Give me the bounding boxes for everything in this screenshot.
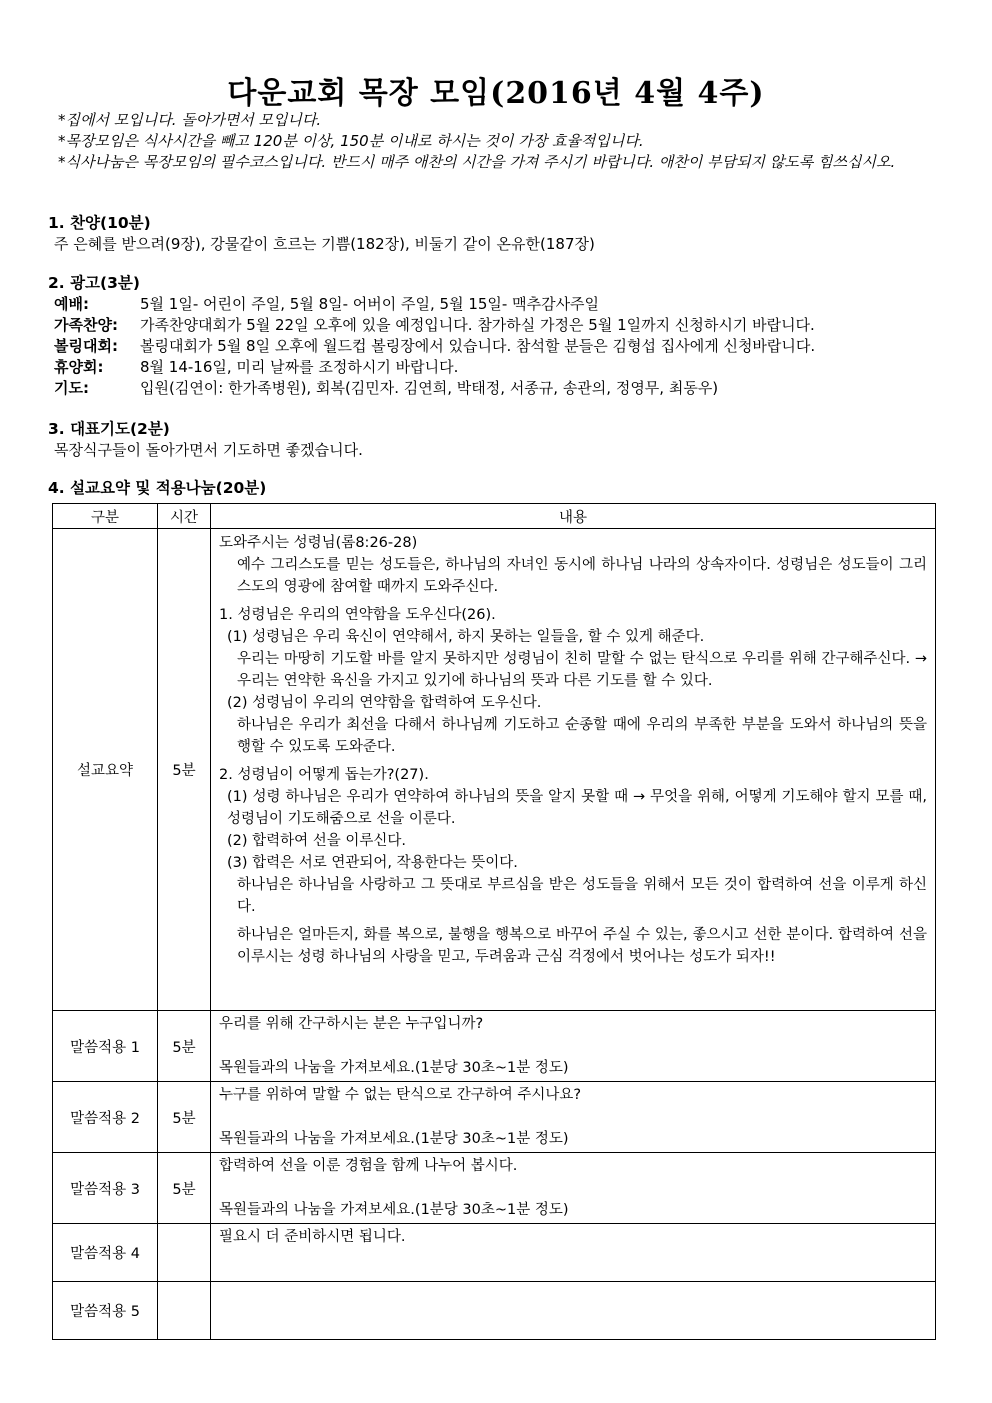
row-time: 5분 [158, 1011, 211, 1082]
table-row [53, 1153, 936, 1224]
table-row [53, 1011, 936, 1082]
announcement-text: 볼링대회가 5월 8일 오후에 월드컵 볼링장에서 있습니다. 참석할 분들은 김형섭 집사에게 신청바랍니다. [140, 337, 816, 355]
note-line: *목장모임은 식사시간을 빼고 120분 이상, 150분 이내로 하시는 것이 가장 효율적입니다. [58, 132, 644, 150]
sermon-content [211, 529, 936, 1011]
sermon-subpoint: (2) 성령님이 우리의 연약함을 합력하여 도우신다. [227, 695, 542, 711]
announcement-item [48, 357, 815, 378]
announcement-key: 가족찬양: [54, 316, 118, 334]
table-row [53, 1282, 936, 1340]
section-text: 주 은혜를 받으려(9장), 강물같이 흐르는 기쁨(182장), 비둘기 같이 온유한(187장) [54, 235, 595, 253]
application-guide: 목원들과의 나눔을 가져보세요.(1분당 30초~1분 정도) [219, 1060, 569, 1076]
announcement-item [48, 315, 815, 336]
row-label: 말씀적용 2 [53, 1082, 158, 1153]
table-row [53, 1224, 936, 1282]
header-time: 시간 [158, 504, 211, 529]
announcement-text: 8월 14-16일, 미리 날짜를 조정하시기 바랍니다. [140, 358, 459, 376]
sermon-title: 도와주시는 성령님(롬8:26-28) [219, 535, 418, 551]
sermon-body: 우리는 마땅히 기도할 바를 알지 못하지만 성령님이 친히 말할 수 없는 탄식으로 우리를 위해 간구해주신다. → 우리는 연약한 육신을 가지고 있기에 하나님의 뜻과 다른 기도를 할 수 있다. [237, 651, 927, 689]
sermon-body: 하나님은 하나님을 사랑하고 그 뜻대로 부르심을 받은 성도들을 위해서 모든 것이 합력하여 선을 이루게 하신다. [237, 877, 927, 915]
application-question: 필요시 더 준비하시면 됩니다. [219, 1229, 406, 1245]
row-time: 5분 [158, 1082, 211, 1153]
sermon-intro: 예수 그리스도를 믿는 성도들은, 하나님의 자녀인 동시에 하나님 나라의 상속자이다. 성령님은 성도들이 그리스도의 영광에 참여할 때까지 도와주신다. [237, 557, 927, 595]
announcement-item [48, 378, 815, 399]
row-time [158, 1224, 211, 1282]
announcement-text: 5월 1일- 어린이 주일, 5월 8일- 어버이 주일, 5월 15일- 맥추감사주일 [140, 295, 600, 313]
table-row [53, 1082, 936, 1153]
announcement-key: 볼링대회: [54, 337, 118, 355]
sermon-subpoint: (2) 합력하여 선을 이루신다. [227, 833, 407, 849]
header-content: 내용 [211, 504, 936, 529]
section-heading: 4. 설교요약 및 적용나눔(20분) [48, 479, 267, 497]
application-content [211, 1282, 936, 1340]
application-guide: 목원들과의 나눔을 가져보세요.(1분당 30초~1분 정도) [219, 1202, 569, 1218]
section-sermon [48, 477, 266, 499]
application-content [211, 1224, 936, 1282]
section-heading: 1. 찬양(10분) [48, 214, 151, 232]
announcement-text: 가족찬양대회가 5월 22일 오후에 있을 예정입니다. 참가하실 가정은 5월 1일까지 신청하시기 바랍니다. [140, 316, 815, 334]
application-question: 우리를 위해 간구하시는 분은 누구입니까? [219, 1016, 484, 1032]
section-praise [48, 212, 595, 255]
section-text: 목장식구들이 돌아가면서 기도하면 좋겠습니다. [54, 441, 363, 459]
row-label: 설교요약 [53, 529, 158, 1011]
section-announcements [48, 272, 815, 399]
sermon-subpoint: (3) 합력은 서로 연관되어, 작용한다는 뜻이다. [227, 855, 518, 871]
header-category: 구분 [53, 504, 158, 529]
application-content [211, 1011, 936, 1082]
application-content [211, 1153, 936, 1224]
sermon-table [52, 503, 936, 1340]
application-question: 누구를 위하여 말할 수 없는 탄식으로 간구하여 주시나요? [219, 1087, 582, 1103]
announcement-item [48, 336, 815, 357]
announcement-key: 기도: [54, 379, 89, 397]
application-guide: 목원들과의 나눔을 가져보세요.(1분당 30초~1분 정도) [219, 1131, 569, 1147]
section-prayer [48, 418, 363, 461]
row-time [158, 1282, 211, 1340]
announcement-text: 입원(김연이: 한가족병원), 회복(김민자. 김연희, 박태정, 서종규, 송관의, 정영무, 최동우) [140, 379, 719, 397]
announcement-key: 휴양회: [54, 358, 104, 376]
row-label: 말씀적용 5 [53, 1282, 158, 1340]
sermon-conclusion: 하나님은 얼마든지, 화를 복으로, 불행을 행복으로 바꾸어 주실 수 있는, 좋으시고 선한 분이다. 합력하여 선을 이루시는 성령 하나님의 사랑을 믿고, 두려움과 근심 걱정에서 벗어나는 성도가 되자!! [237, 927, 927, 965]
sermon-body: 하나님은 우리가 최선을 다해서 하나님께 기도하고 순종할 때에 우리의 부족한 부분을 도와서 하나님의 뜻을 행할 수 있도록 도와준다. [237, 717, 927, 755]
row-time: 5분 [158, 529, 211, 1011]
announcement-key: 예배: [54, 295, 89, 313]
sermon-point: 2. 성령님이 어떻게 돕는가?(27). [219, 767, 429, 783]
row-label: 말씀적용 3 [53, 1153, 158, 1224]
page-title: 다운교회 목장 모임(2016년 4월 4주) [227, 76, 765, 111]
sermon-point: 1. 성령님은 우리의 연약함을 도우신다(26). [219, 607, 496, 623]
notes [48, 110, 944, 173]
application-question: 합력하여 선을 이룬 경험을 함께 나누어 봅시다. [219, 1158, 518, 1174]
sermon-subpoint: (1) 성령 하나님은 우리가 연약하여 하나님의 뜻을 알지 못할 때 → 무엇을 위해, 어떻게 기도해야 할지 모를 때, 성령님이 기도해줌으로 선을 이룬다. [227, 789, 927, 827]
table-row [53, 529, 936, 1011]
row-label: 말씀적용 4 [53, 1224, 158, 1282]
note-line: *집에서 모입니다. 돌아가면서 모입니다. [58, 111, 322, 129]
row-label: 말씀적용 1 [53, 1011, 158, 1082]
application-content [211, 1082, 936, 1153]
section-heading: 2. 광고(3분) [48, 274, 140, 292]
sermon-subpoint: (1) 성령님은 우리 육신이 연약해서, 하지 못하는 일들을, 할 수 있게 해준다. [227, 629, 705, 645]
announcement-item [48, 294, 815, 315]
table-header-row [53, 504, 936, 529]
section-heading: 3. 대표기도(2분) [48, 420, 170, 438]
note-line: *식사나눔은 목장모임의 필수코스입니다. 반드시 매주 애찬의 시간을 가져 주시기 바랍니다. 애찬이 부담되지 않도록 힘쓰십시오. [58, 153, 896, 171]
row-time: 5분 [158, 1153, 211, 1224]
